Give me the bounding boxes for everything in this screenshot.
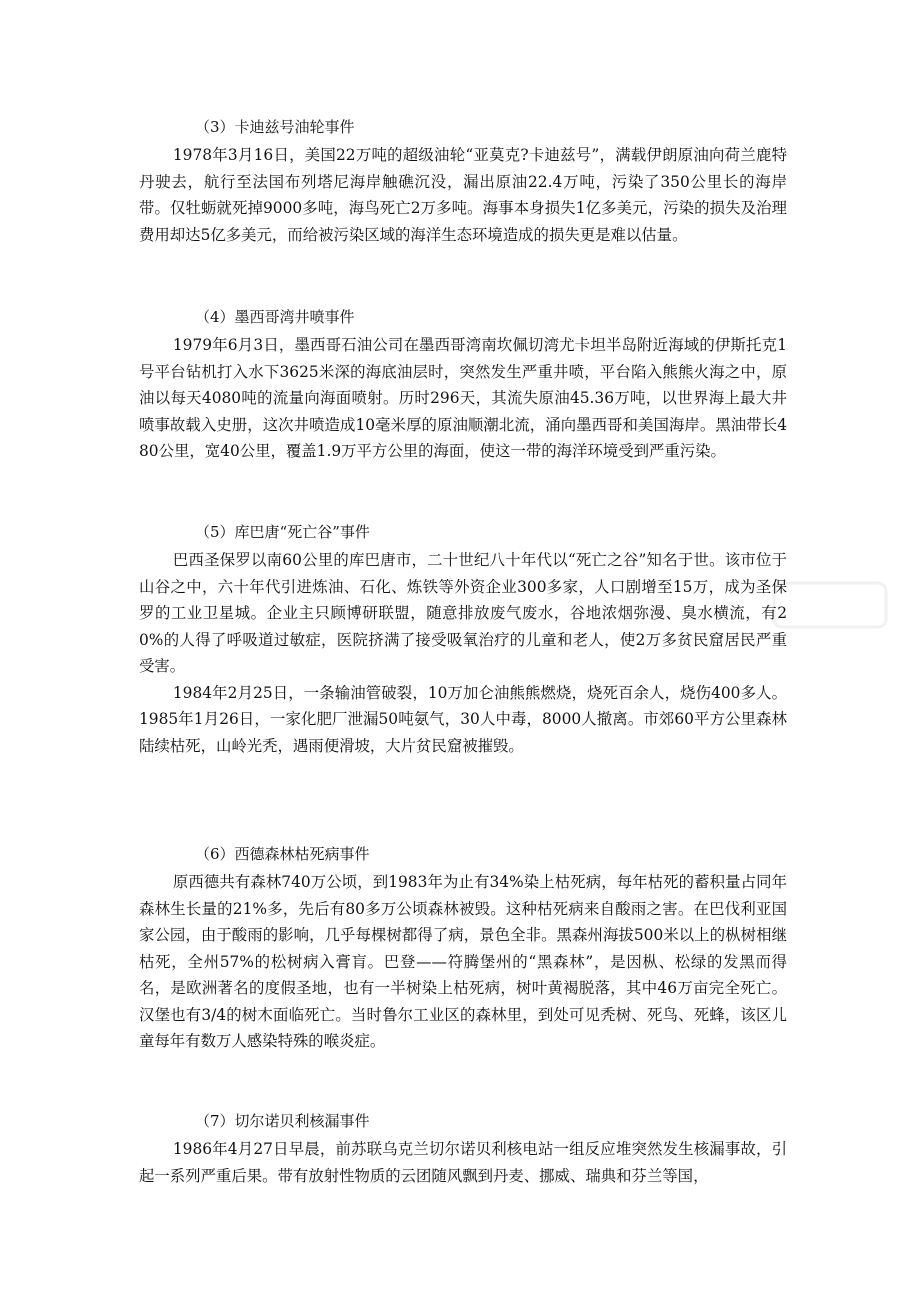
section-paragraph: 1979年6月3日，墨西哥石油公司在墨西哥湾南坎佩切湾尤卡坦半岛附近海域的伊斯托克1号平台钻机打入水下3625米深的海底油层时，突然发生严重井喷，平台陷入熊熊火海之中，原油以每天4080吨的流量向海面喷射。历时296天，其流失原油45.36万吨，以世界海上最大井喷事故载入史册，这次井喷造成10毫米厚的原油顺潮北流，涌向墨西哥和美国海岸。黑油带长480公里，宽40公里，覆盖1.9万平方公里的海面，使这一带的海洋环境受到严重污染。 [139, 336, 787, 460]
section-paragraph: 巴西圣保罗以南60公里的库巴唐市，二十世纪八十年代以“死亡之谷”知名于世。该市位于山谷之中，六十年代引进炼油、石化、炼铁等外资企业300多家，人口剧增至15万，成为圣保罗的工业卫星城。企业主只顾博研联盟，随意排放废气废水，谷地浓烟弥漫、臭水横流，有20%的人得了呼吸道过敏症，医院挤满了接受吸氧治疗的儿童和老人，使2万多贫民窟居民严重受害。 [139, 551, 787, 675]
faint-watermark-mark [770, 575, 890, 635]
section-4 [139, 307, 787, 465]
section-6 [139, 844, 787, 1055]
section-heading: （6）西德森林枯死病事件 [195, 845, 370, 863]
section-3 [139, 117, 787, 248]
section-paragraph: 1986年4月27日早晨，前苏联乌克兰切尔诺贝利核电站一组反应堆突然发生核漏事故，引起一系列严重后果。带有放射性物质的云团随风飘到丹麦、挪威、瑞典和芬兰等国， [139, 1140, 787, 1185]
section-paragraph: 1984年2月25日，一条输油管破裂，10万加仑油熊熊燃烧，烧死百余人，烧伤400多人。1985年1月26日，一家化肥厂泄漏50吨氨气，30人中毒，8000人撤离。市郊60平方公里森林陆续枯死，山岭光秃，遇雨便滑坡，大片贫民窟被摧毁。 [139, 683, 787, 755]
section-paragraph: 1978年3月16日，美国22万吨的超级油轮“亚莫克?卡迪兹号”，满载伊朗原油向荷兰鹿特丹驶去，航行至法国布列塔尼海岸触礁沉没，漏出原油22.4万吨，污染了350公里长的海岸带。仅牡蛎就死掉9000多吨，海鸟死亡2万多吨。海事本身损失1亿多美元，污染的损失及治理费用却达5亿多美元，而给被污染区域的海洋生态环境造成的损失更是难以估量。 [139, 146, 787, 244]
section-heading: （4）墨西哥湾井喷事件 [195, 308, 355, 326]
section-heading: （5）库巴唐“死亡谷”事件 [195, 523, 370, 541]
section-7 [139, 1111, 787, 1189]
section-5 [139, 522, 787, 759]
section-paragraph: 原西德共有森林740万公顷，到1983年为止有34%染上枯死病，每年枯死的蓄积量占同年森林生长量的21%多，先后有80多万公顷森林被毁。这种枯死病来自酸雨之害。在巴伐利亚国家公园，由于酸雨的影响，几乎每棵树都得了病，景色全非。黑森州海拔500米以上的枞树相继枯死，全州57%的松树病入膏肓。巴登——符腾堡州的“黑森林”，是因枞、松绿的发黑而得名，是欧洲著名的度假圣地，也有一半树染上枯死病，树叶黄褐脱落，其中46万亩完全死亡。汉堡也有3/4的树木面临死亡。当时鲁尔工业区的森林里，到处可见秃树、死鸟、死蜂，该区儿童每年有数万人感染特殊的喉炎症。 [139, 873, 787, 1050]
section-heading: （3）卡迪兹号油轮事件 [195, 118, 355, 136]
section-heading: （7）切尔诺贝利核漏事件 [195, 1112, 370, 1130]
